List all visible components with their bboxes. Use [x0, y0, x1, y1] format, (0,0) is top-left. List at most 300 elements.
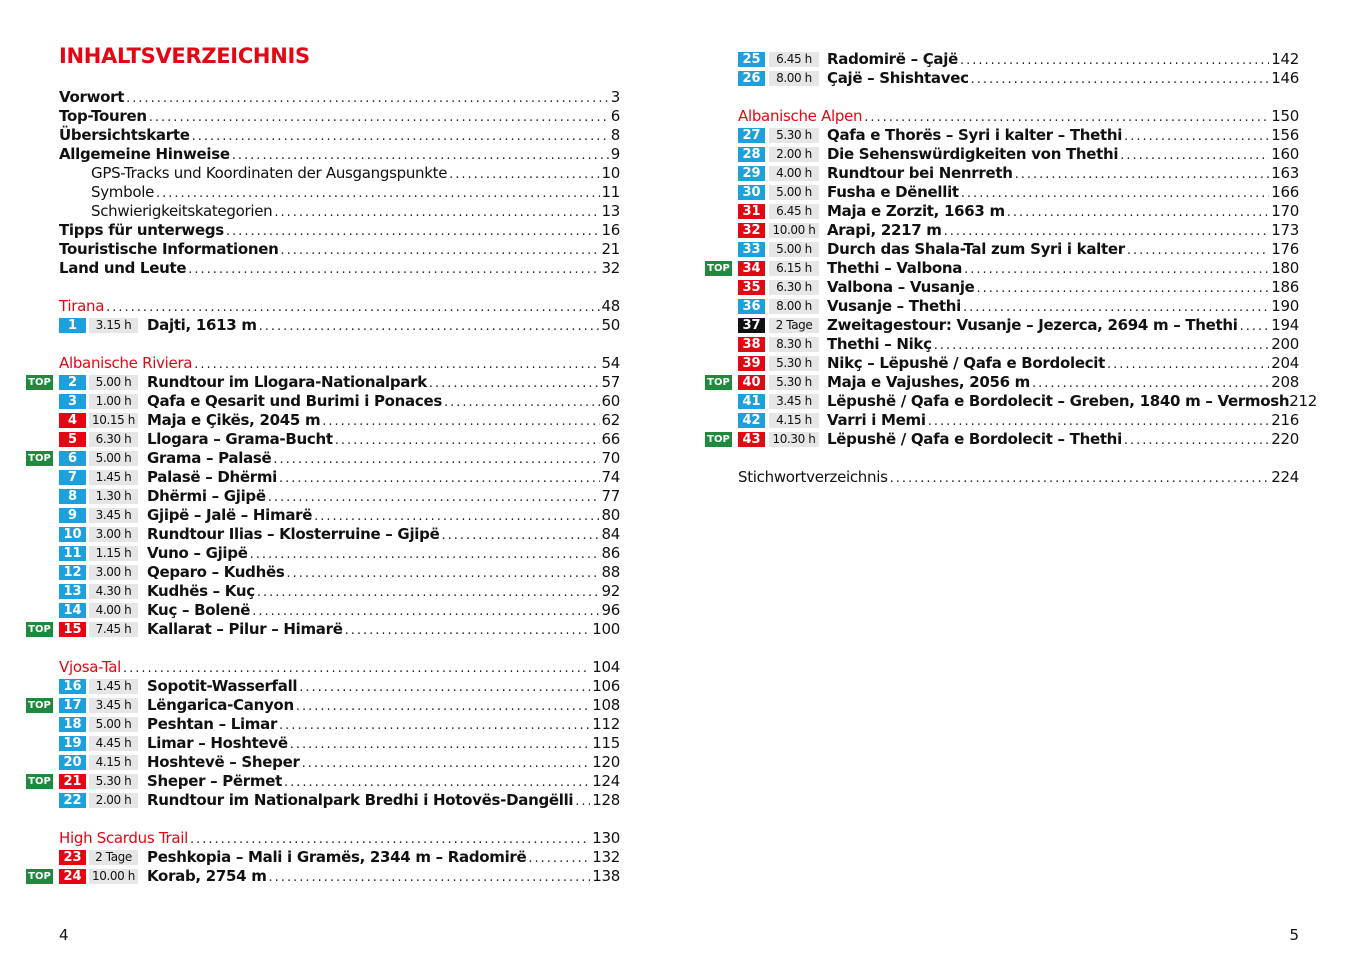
toc-entry[interactable]	[827, 259, 1299, 279]
tour-number-badge: 37	[738, 318, 765, 333]
tour-duration: 3.45 h	[769, 394, 819, 409]
page-reference: 57	[601, 373, 620, 391]
page-reference: 21	[601, 240, 620, 258]
tour-number-badge: 38	[738, 337, 765, 352]
toc-row[interactable]	[680, 430, 1299, 449]
toc-row[interactable]	[0, 240, 620, 259]
entry-title: Radomirë – Çajë	[827, 50, 958, 68]
tour-duration: 3.00 h	[89, 527, 138, 542]
tour-number-badge: 12	[59, 565, 86, 580]
tour-number-badge: 31	[738, 204, 765, 219]
top-tour-badge: TOP	[26, 698, 53, 713]
tour-number-badge: 11	[59, 546, 86, 561]
page-reference: 3	[610, 88, 620, 106]
toc-row[interactable]	[680, 240, 1299, 259]
page-reference: 77	[601, 487, 620, 505]
entry-title: Dajti, 1613 m	[147, 316, 257, 334]
tour-duration: 3.00 h	[89, 565, 138, 580]
toc-row[interactable]	[680, 278, 1299, 297]
page-reference: 62	[601, 411, 620, 429]
page-reference: 204	[1271, 354, 1299, 372]
toc-entry[interactable]	[827, 221, 1299, 241]
tour-duration: 5.00 h	[769, 242, 819, 257]
toc-row[interactable]	[0, 88, 620, 107]
toc-row[interactable]	[680, 145, 1299, 164]
toc-entry[interactable]	[59, 658, 620, 678]
toc-row[interactable]	[680, 411, 1299, 430]
tour-number-badge: 29	[738, 166, 765, 181]
entry-title: GPS-Tracks und Koordinaten der Ausgangspunkte	[91, 164, 448, 182]
tour-duration: 1.15 h	[89, 546, 138, 561]
page-reference: 132	[592, 848, 620, 866]
toc-entry[interactable]	[59, 240, 620, 260]
dot-leader	[449, 165, 599, 184]
toc-row[interactable]	[680, 297, 1299, 316]
page-reference: 170	[1271, 202, 1299, 220]
toc-row[interactable]	[0, 487, 620, 506]
tour-number-badge: 16	[59, 679, 86, 694]
toc-entry[interactable]	[59, 259, 620, 279]
tour-number-badge: 42	[738, 413, 765, 428]
dot-leader	[269, 868, 591, 887]
tour-duration: 10.00 h	[769, 223, 819, 238]
toc-row[interactable]	[0, 582, 620, 601]
toc-row[interactable]	[680, 107, 1299, 126]
tour-duration: 8.00 h	[769, 71, 819, 86]
tour-duration: 8.00 h	[769, 299, 819, 314]
toc-row[interactable]	[0, 145, 620, 164]
toc-entry[interactable]	[147, 753, 620, 773]
entry-title: Rundtour im Llogara-Nationalpark	[147, 373, 427, 391]
dot-leader	[928, 412, 1270, 431]
toc-entry[interactable]	[91, 183, 620, 203]
entry-title: Symbole	[91, 183, 155, 201]
toc-entry[interactable]	[738, 107, 1299, 127]
page-reference: 8	[610, 126, 620, 144]
toc-row[interactable]	[0, 715, 620, 734]
page-reference: 194	[1271, 316, 1299, 334]
tour-duration: 2.00 h	[89, 793, 138, 808]
toc-row[interactable]	[0, 316, 620, 335]
toc-row[interactable]	[680, 183, 1299, 202]
tour-duration: 4.00 h	[769, 166, 819, 181]
toc-row[interactable]	[0, 525, 620, 544]
entry-title: Schwierigkeitskategorien	[91, 202, 273, 220]
toc-entry[interactable]	[147, 392, 620, 412]
toc-row[interactable]	[0, 677, 620, 696]
toc-row[interactable]	[0, 848, 620, 867]
toc-entry[interactable]	[147, 696, 620, 716]
tour-duration: 4.15 h	[89, 755, 138, 770]
top-tour-badge: TOP	[705, 261, 732, 276]
page-reference: 92	[601, 582, 620, 600]
tour-duration: 5.30 h	[769, 128, 819, 143]
toc-row[interactable]	[0, 221, 620, 240]
toc-row[interactable]	[0, 297, 620, 316]
toc-row[interactable]	[0, 411, 620, 430]
entry-title: Tipps für unterwegs	[59, 221, 224, 239]
tour-duration: 6.30 h	[769, 280, 819, 295]
toc-entry[interactable]	[147, 411, 620, 431]
toc-row[interactable]	[0, 829, 620, 848]
dot-leader	[274, 203, 599, 222]
tour-duration: 5.00 h	[89, 375, 138, 390]
page-reference: 216	[1271, 411, 1299, 429]
tour-number-badge: 1	[59, 318, 86, 333]
page-reference: 173	[1271, 221, 1299, 239]
toc-row[interactable]	[680, 126, 1299, 145]
tour-number-badge: 15	[59, 622, 86, 637]
dot-leader	[287, 564, 600, 583]
section-title: Vjosa-Tal	[59, 658, 121, 676]
tour-duration: 5.00 h	[769, 185, 819, 200]
entry-title: Allgemeine Hinweise	[59, 145, 230, 163]
toc-entry[interactable]	[827, 145, 1299, 165]
toc-row[interactable]	[680, 50, 1299, 69]
toc-entry[interactable]	[59, 126, 620, 146]
page-reference: 80	[601, 506, 620, 524]
toc-entry[interactable]	[827, 316, 1299, 336]
top-tour-badge: TOP	[26, 451, 53, 466]
page-reference: 54	[601, 354, 620, 372]
entry-title: Lëpushë / Qafa e Bordolecit – Greben, 1840 m – Vermosh	[827, 392, 1290, 410]
toc-row[interactable]	[0, 772, 620, 791]
dot-leader	[322, 412, 599, 431]
toc-row[interactable]	[680, 392, 1318, 411]
tour-duration: 10.30 h	[769, 432, 819, 447]
section-title: Albanische Alpen	[738, 107, 863, 125]
dot-leader	[1007, 203, 1269, 222]
toc-entry[interactable]	[59, 107, 620, 127]
tour-number-badge: 9	[59, 508, 86, 523]
page-reference: 50	[601, 316, 620, 334]
toc-row[interactable]	[0, 107, 620, 126]
dot-leader	[1015, 165, 1270, 184]
toc-entry[interactable]	[147, 468, 620, 488]
top-tour-badge: TOP	[26, 622, 53, 637]
dot-leader	[345, 621, 591, 640]
toc-row[interactable]	[0, 601, 620, 620]
toc-entry[interactable]	[827, 126, 1299, 146]
tour-duration: 2.00 h	[769, 147, 819, 162]
entry-title: Qafa e Thorës – Syri i kalter – Thethi	[827, 126, 1123, 144]
toc-row[interactable]	[680, 373, 1299, 392]
dot-leader	[944, 222, 1270, 241]
toc-row[interactable]	[680, 259, 1299, 278]
dot-leader	[156, 184, 599, 203]
toc-entry[interactable]	[827, 373, 1299, 393]
tour-number-badge: 36	[738, 299, 765, 314]
toc-row[interactable]	[0, 183, 620, 202]
toc-entry[interactable]	[827, 202, 1299, 222]
entry-title: Qeparo – Kudhës	[147, 563, 285, 581]
toc-row[interactable]	[0, 506, 620, 525]
toc-row[interactable]	[0, 544, 620, 563]
entry-title: Çajë – Shishtavec	[827, 69, 969, 87]
toc-entry[interactable]	[827, 164, 1299, 184]
toc-entry[interactable]	[59, 829, 620, 849]
toc-row[interactable]	[0, 734, 620, 753]
top-tour-badge: TOP	[26, 774, 53, 789]
entry-title: Übersichtskarte	[59, 126, 190, 144]
page-reference: 96	[601, 601, 620, 619]
tour-number-badge: 21	[59, 774, 86, 789]
dot-leader	[126, 89, 609, 108]
entry-title: Durch das Shala-Tal zum Syri i kalter	[827, 240, 1125, 258]
entry-title: Sopotit-Wasserfall	[147, 677, 298, 695]
dot-leader	[1124, 431, 1269, 450]
tour-duration: 4.30 h	[89, 584, 138, 599]
page-reference: 13	[601, 202, 620, 220]
toc-row[interactable]	[680, 69, 1299, 88]
toc-row[interactable]	[0, 449, 620, 468]
page-reference: 115	[592, 734, 620, 752]
tour-number-badge: 6	[59, 451, 86, 466]
toc-row[interactable]	[680, 354, 1299, 373]
toc-row[interactable]	[0, 620, 620, 639]
toc-entry[interactable]	[827, 297, 1299, 317]
toc-entry[interactable]	[827, 50, 1299, 70]
tour-duration: 1.00 h	[89, 394, 138, 409]
toc-row[interactable]	[0, 126, 620, 145]
dot-leader	[279, 716, 590, 735]
toc-entry[interactable]	[147, 848, 620, 868]
dot-leader	[528, 849, 590, 868]
toc-row[interactable]	[0, 753, 620, 772]
tour-duration: 6.45 h	[769, 52, 819, 67]
tour-duration: 3.45 h	[89, 698, 138, 713]
toc-entry[interactable]	[147, 373, 620, 393]
spacer	[0, 335, 620, 354]
page-reference: 180	[1271, 259, 1299, 277]
tour-duration: 8.30 h	[769, 337, 819, 352]
tour-duration: 3.45 h	[89, 508, 138, 523]
toc-row[interactable]	[680, 221, 1299, 240]
toc-entry[interactable]	[59, 145, 620, 165]
page-title: INHALTSVERZEICHNIS	[59, 44, 310, 68]
dot-leader	[226, 222, 600, 241]
toc-row[interactable]	[0, 354, 620, 373]
entry-title: Vuno – Gjipë	[147, 544, 248, 562]
page-number-left: 4	[59, 926, 69, 944]
dot-leader	[934, 336, 1270, 355]
page-reference: 100	[592, 620, 620, 638]
page-reference: 224	[1271, 468, 1299, 486]
toc-entry[interactable]	[147, 582, 620, 602]
entry-title: Varri i Memi	[827, 411, 926, 429]
dot-leader	[977, 279, 1270, 298]
entry-title: Palasë – Dhërmi	[147, 468, 277, 486]
toc-entry[interactable]	[147, 601, 620, 621]
entry-title: Kallarat – Pilur – Himarë	[147, 620, 343, 638]
toc-entry[interactable]	[91, 164, 620, 184]
dot-leader	[964, 260, 1269, 279]
tour-duration: 5.30 h	[89, 774, 138, 789]
tour-number-badge: 40	[738, 375, 765, 390]
tour-number-badge: 32	[738, 223, 765, 238]
dot-leader	[890, 469, 1270, 488]
entry-title: Kudhës – Kuç	[147, 582, 255, 600]
tour-number-badge: 28	[738, 147, 765, 162]
tour-duration: 6.15 h	[769, 261, 819, 276]
page-reference: 112	[592, 715, 620, 733]
entry-title: Lëpushë / Qafa e Bordolecit – Thethi	[827, 430, 1122, 448]
toc-entry[interactable]	[827, 411, 1299, 431]
page-reference: 124	[592, 772, 620, 790]
entry-title: Touristische Informationen	[59, 240, 279, 258]
toc-row[interactable]	[0, 430, 620, 449]
page-reference: 32	[601, 259, 620, 277]
toc-entry[interactable]	[147, 487, 620, 507]
page-reference: 10	[601, 164, 620, 182]
left-toc-list	[0, 88, 620, 886]
toc-entry[interactable]	[59, 221, 620, 241]
toc-entry[interactable]	[738, 468, 1299, 488]
entry-title: Qafa e Qesarit und Burimi i Ponaces	[147, 392, 442, 410]
tour-duration: 2 Tage	[89, 850, 138, 865]
dot-leader	[429, 374, 600, 393]
toc-row[interactable]	[0, 867, 620, 886]
tour-duration: 4.15 h	[769, 413, 819, 428]
dot-leader	[960, 51, 1269, 70]
tour-duration: 10.15 h	[89, 413, 138, 428]
toc-entry[interactable]	[827, 392, 1318, 411]
toc-entry[interactable]	[827, 430, 1299, 450]
page-reference: 108	[592, 696, 620, 714]
spacer	[680, 88, 1299, 107]
page-reference: 130	[592, 829, 620, 847]
toc-entry[interactable]	[827, 354, 1299, 374]
toc-entry[interactable]	[147, 563, 620, 583]
top-tour-badge: TOP	[26, 869, 53, 884]
toc-row[interactable]	[0, 468, 620, 487]
toc-entry[interactable]	[147, 677, 620, 697]
dot-leader	[444, 393, 600, 412]
dot-leader	[268, 488, 600, 507]
entry-title: Grama – Palasë	[147, 449, 272, 467]
toc-entry[interactable]	[147, 449, 620, 469]
toc-row[interactable]	[0, 202, 620, 221]
toc-entry[interactable]	[147, 506, 620, 526]
page-reference: 48	[601, 297, 620, 315]
tour-duration: 6.45 h	[769, 204, 819, 219]
page-reference: 156	[1271, 126, 1299, 144]
toc-entry[interactable]	[147, 734, 620, 754]
toc-row[interactable]	[0, 373, 620, 392]
tour-number-badge: 17	[59, 698, 86, 713]
toc-entry[interactable]	[147, 525, 620, 545]
dot-leader	[259, 317, 600, 336]
toc-entry[interactable]	[147, 620, 620, 640]
toc-entry[interactable]	[827, 183, 1299, 203]
toc-entry[interactable]	[147, 430, 620, 450]
toc-entry[interactable]	[59, 88, 620, 108]
tour-number-badge: 19	[59, 736, 86, 751]
toc-entry[interactable]	[147, 544, 620, 564]
toc-entry[interactable]	[91, 202, 620, 222]
page-reference: 142	[1271, 50, 1299, 68]
toc-entry[interactable]	[147, 791, 620, 811]
dot-leader	[1124, 127, 1269, 146]
tour-duration: 1.30 h	[89, 489, 138, 504]
tour-duration: 1.45 h	[89, 470, 138, 485]
entry-title: Peshtan – Limar	[147, 715, 278, 733]
toc-row[interactable]	[680, 468, 1299, 487]
dot-leader	[963, 298, 1269, 317]
toc-entry[interactable]	[147, 772, 620, 792]
tour-duration: 5.30 h	[769, 356, 819, 371]
tour-duration: 7.45 h	[89, 622, 138, 637]
tour-number-badge: 23	[59, 850, 86, 865]
section-title: Albanische Riviera	[59, 354, 193, 372]
entry-title: Rundtour im Nationalpark Bredhi i Hotovës-Dangëlli	[147, 791, 574, 809]
entry-title: Valbona – Vusanje	[827, 278, 975, 296]
toc-entry[interactable]	[827, 240, 1299, 260]
dot-leader	[971, 70, 1270, 89]
tour-number-badge: 34	[738, 261, 765, 276]
toc-entry[interactable]	[147, 867, 620, 887]
entry-title: Kuç – Bolenë	[147, 601, 251, 619]
dot-leader	[335, 431, 600, 450]
toc-row[interactable]	[680, 316, 1299, 335]
tour-duration: 4.00 h	[89, 603, 138, 618]
toc-row[interactable]	[0, 563, 620, 582]
entry-title: Thethi – Valbona	[827, 259, 963, 277]
page-reference: 166	[1271, 183, 1299, 201]
page-reference: 186	[1271, 278, 1299, 296]
entry-title: Die Sehenswürdigkeiten von Thethi	[827, 145, 1119, 163]
tour-duration: 5.00 h	[89, 717, 138, 732]
entry-title: Dhërmi – Gjipë	[147, 487, 266, 505]
toc-row[interactable]	[0, 259, 620, 278]
toc-row[interactable]	[680, 202, 1299, 221]
entry-title: Gjipë – Jalë – Himarë	[147, 506, 313, 524]
toc-row[interactable]	[0, 392, 620, 411]
toc-entry[interactable]	[59, 297, 620, 317]
dot-leader	[1120, 146, 1269, 165]
toc-entry[interactable]	[147, 715, 620, 735]
page-reference: 84	[601, 525, 620, 543]
toc-row[interactable]	[0, 696, 620, 715]
tour-number-badge: 7	[59, 470, 86, 485]
tour-number-badge: 33	[738, 242, 765, 257]
toc-entry[interactable]	[827, 69, 1299, 89]
toc-row[interactable]	[0, 658, 620, 677]
page-reference: 6	[610, 107, 620, 125]
toc-row[interactable]	[0, 164, 620, 183]
toc-row[interactable]	[0, 791, 620, 810]
dot-leader	[252, 602, 599, 621]
dot-leader	[279, 469, 600, 488]
toc-row[interactable]	[680, 335, 1299, 354]
dot-leader	[123, 659, 590, 678]
toc-entry[interactable]	[827, 278, 1299, 298]
dot-leader	[575, 792, 590, 811]
entry-title: Zweitagestour: Vusanje – Jezerca, 2694 m – Thethi	[827, 316, 1238, 334]
tour-number-badge: 30	[738, 185, 765, 200]
toc-entry[interactable]	[59, 354, 620, 374]
toc-entry[interactable]	[147, 316, 620, 336]
toc-entry[interactable]	[827, 335, 1299, 355]
tour-number-badge: 8	[59, 489, 86, 504]
tour-duration: 5.00 h	[89, 451, 138, 466]
tour-number-badge: 25	[738, 52, 765, 67]
page-reference: 120	[592, 753, 620, 771]
toc-row[interactable]	[680, 164, 1299, 183]
tour-number-badge: 41	[738, 394, 765, 409]
entry-title: Llogara – Grama-Bucht	[147, 430, 333, 448]
dot-leader	[257, 583, 600, 602]
